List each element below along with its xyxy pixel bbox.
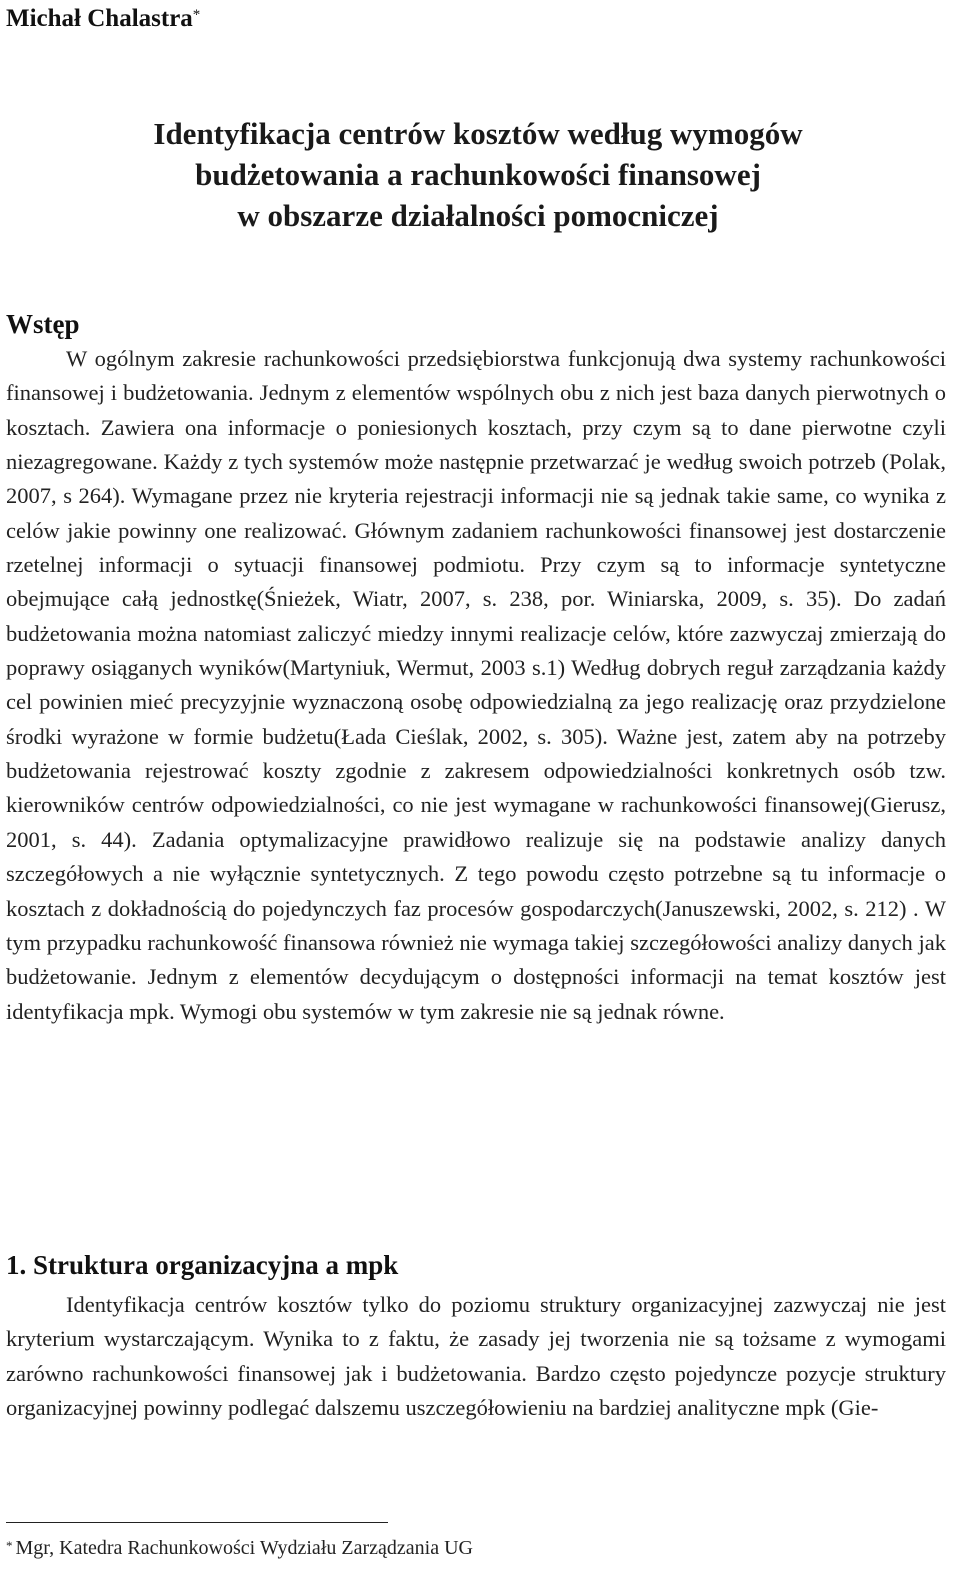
section-1-heading: 1. Struktura organizacyjna a mpk (6, 1250, 399, 1280)
paper-title-line-3: w obszarze działalności pomocniczej (237, 198, 719, 233)
paper-title (0, 113, 960, 236)
author-footnote-mark: * (192, 7, 201, 23)
intro-paragraph: W ogólnym zakresie rachunkowości przedsiębiorstwa funkcjonują dwa systemy rachunkowości finansowej i budżetowania. Jednym z elementów wspólnych obu z nich jest baza danych pierwotnych o kosztach. Zawiera ona informacje o poniesionych kosztach, przy czym są to dane pierwotne czyli niezagregowane. Każdy z tych systemów może następnie przetwarzać je według swoich potrzeb (Polak, 2007, s 264). Wymagane przez nie kryteria rejestracji informacji nie są jednak takie same, co wynika z celów jakie powinny one realizować. Głównym zadaniem rachunkowości finansowej jest dostarczenie rzetelnej informacji o sytuacji finansowej podmiotu. Przy czym są to informacje syntetyczne obejmujące całą jednostkę(Śnieżek, Wiatr, 2007, s. 238, por. Winiarska, 2009, s. 35). Do zadań budżetowania można natomiast zaliczyć miedzy innymi realizacje celów, które zazwyczaj zmierzają do poprawy osiąganych wyników(Martyniuk, Wermut, 2003 s.1) Według dobrych reguł zarządzania każdy cel powinien mieć precyzyjnie wyznaczoną osobę odpowiedzialną za jego realizację oraz przydzielone środki wyrażone w formie budżetu(Łada Cieślak, 2002, s. 305). Ważne jest, zatem aby na potrzeby budżetowania rejestrować koszty zgodnie z zakresem odpowiedzialności konkretnych osób tzw. kierowników centrów odpowiedzialności, co nie jest wymagane w rachunkowości finansowej(Gierusz, 2001, s. 44). Zadania optymalizacyjne prawidłowo realizuje się na podstawie analizy danych szczegółowych a nie wyłącznie syntetycznych. Z tego powodu często potrzebne są tu informacje o kosztach z dokładnością do pojedynczych faz procesów gospodarczych(Januszewski, 2002, s. 212) . W tym przypadku rachunkowość finansowa również nie wymaga takiej szczegółowości analizy danych jak budżetowanie. Jednym z elementów decydującym o dostępności informacji na temat kosztów jest identyfikacja mpk. Wymogi obu systemów w tym zakresie nie są jednak równe. (6, 346, 946, 1024)
footnote-separator (6, 1522, 388, 1523)
footnote-mark: * (6, 1538, 13, 1553)
intro-heading: Wstęp (6, 309, 80, 339)
footnote (6, 1534, 473, 1562)
section-1-paragraph: Identyfikacja centrów kosztów tylko do poziomu struktury organizacyjnej zazwyczaj nie jest kryterium wystarczającym. Wynika to z faktu, że zasady jej tworzenia nie są tożsame z wymogami zarówno rachunkowości finansowej jak i budżetowania. Bardzo często pojedyncze pozycje struktury organizacyjnej powinny podlegać dalszemu uszczegółowieniu na bardziej analityczne mpk (Gie- (6, 1292, 946, 1421)
author-name-text: Michał Chalastra (6, 5, 193, 32)
paper-title-line-1: Identyfikacja centrów kosztów według wymogów (153, 116, 803, 151)
author-name (6, 2, 200, 36)
paper-title-line-2: budżetowania a rachunkowości finansowej (195, 157, 761, 192)
footnote-text: Mgr, Katedra Rachunkowości Wydziału Zarządzania UG (15, 1537, 473, 1559)
